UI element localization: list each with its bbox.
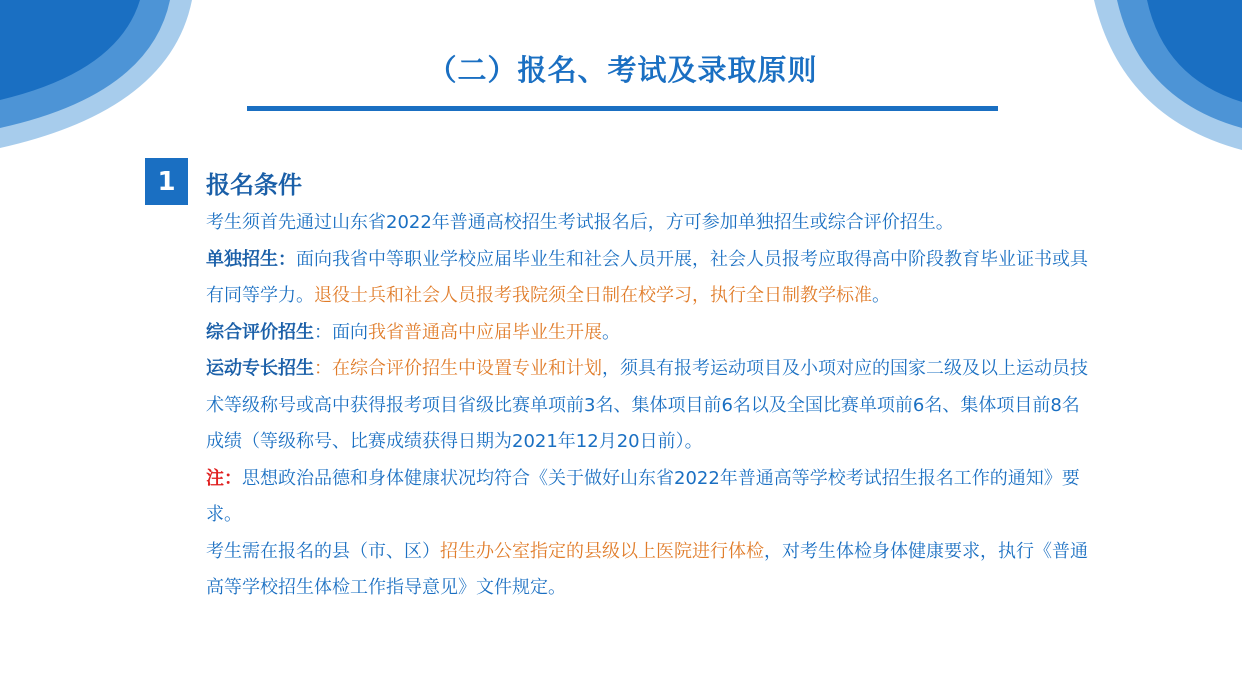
paragraph-sports-specialty: 运动专长招生：在综合评价招生中设置专业和计划，须具有报考运动项目及小项对应的国家二级及以上运动员技术等级称号或高中获得报考项目省级比赛单项前3名、集体项目前6名以及全国比赛单项前6名、集体项目前8名成绩（等级称号、比赛成绩获得日期为2021年12月20日前）。	[206, 358, 1088, 452]
highlight-comprehensive-evaluation: 我省普通高中应届毕业生开展	[368, 321, 602, 343]
paragraph-intro: 考生须首先通过山东省2022年普通高校招生考试报名后，方可参加单独招生或综合评价招生。	[206, 212, 954, 233]
corner-decoration-left	[0, 0, 200, 160]
highlight-medical-exam: 招生办公室指定的县级以上医院进行体检	[440, 540, 764, 562]
section-body	[206, 205, 1096, 607]
paragraph-single-enrollment: 单独招生：面向我省中等职业学校应届毕业生和社会人员开展，社会人员报考应取得高中阶段教育毕业证书或具有同等学力。退役士兵和社会人员报考我院须全日制在校学习，执行全日制教学标准。	[206, 248, 1088, 306]
highlight-single-enrollment: 退役士兵和社会人员报考我院须全日制在校学习，执行全日制教学标准	[314, 285, 872, 306]
paragraph-comprehensive-evaluation: 综合评价招生：面向我省普通高中应届毕业生开展。	[206, 321, 620, 343]
section-number-badge: 1	[145, 158, 188, 205]
section-title: 报名条件	[206, 171, 302, 199]
note-label: 注：	[206, 467, 242, 489]
label-comprehensive-evaluation: 综合评价招生	[206, 321, 314, 343]
title-underline	[247, 106, 998, 111]
paragraph-note: 注：思想政治品德和身体健康状况均符合《关于做好山东省2022年普通高等学校考试招生报名工作的通知》要求。	[206, 467, 1080, 525]
label-sports-specialty: 运动专长招生	[206, 358, 314, 379]
highlight-sports-specialty: ：在综合评价招生中设置专业和计划	[314, 358, 602, 379]
paragraph-medical-exam: 考生需在报名的县（市、区）招生办公室指定的县级以上医院进行体检，对考生体检身体健康要求，执行《普通高等学校招生体检工作指导意见》文件规定。	[206, 540, 1088, 598]
page-title: （二）报名、考试及录取原则	[427, 53, 818, 87]
label-single-enrollment: 单独招生：	[206, 248, 296, 270]
corner-decoration-right	[1042, 0, 1242, 160]
